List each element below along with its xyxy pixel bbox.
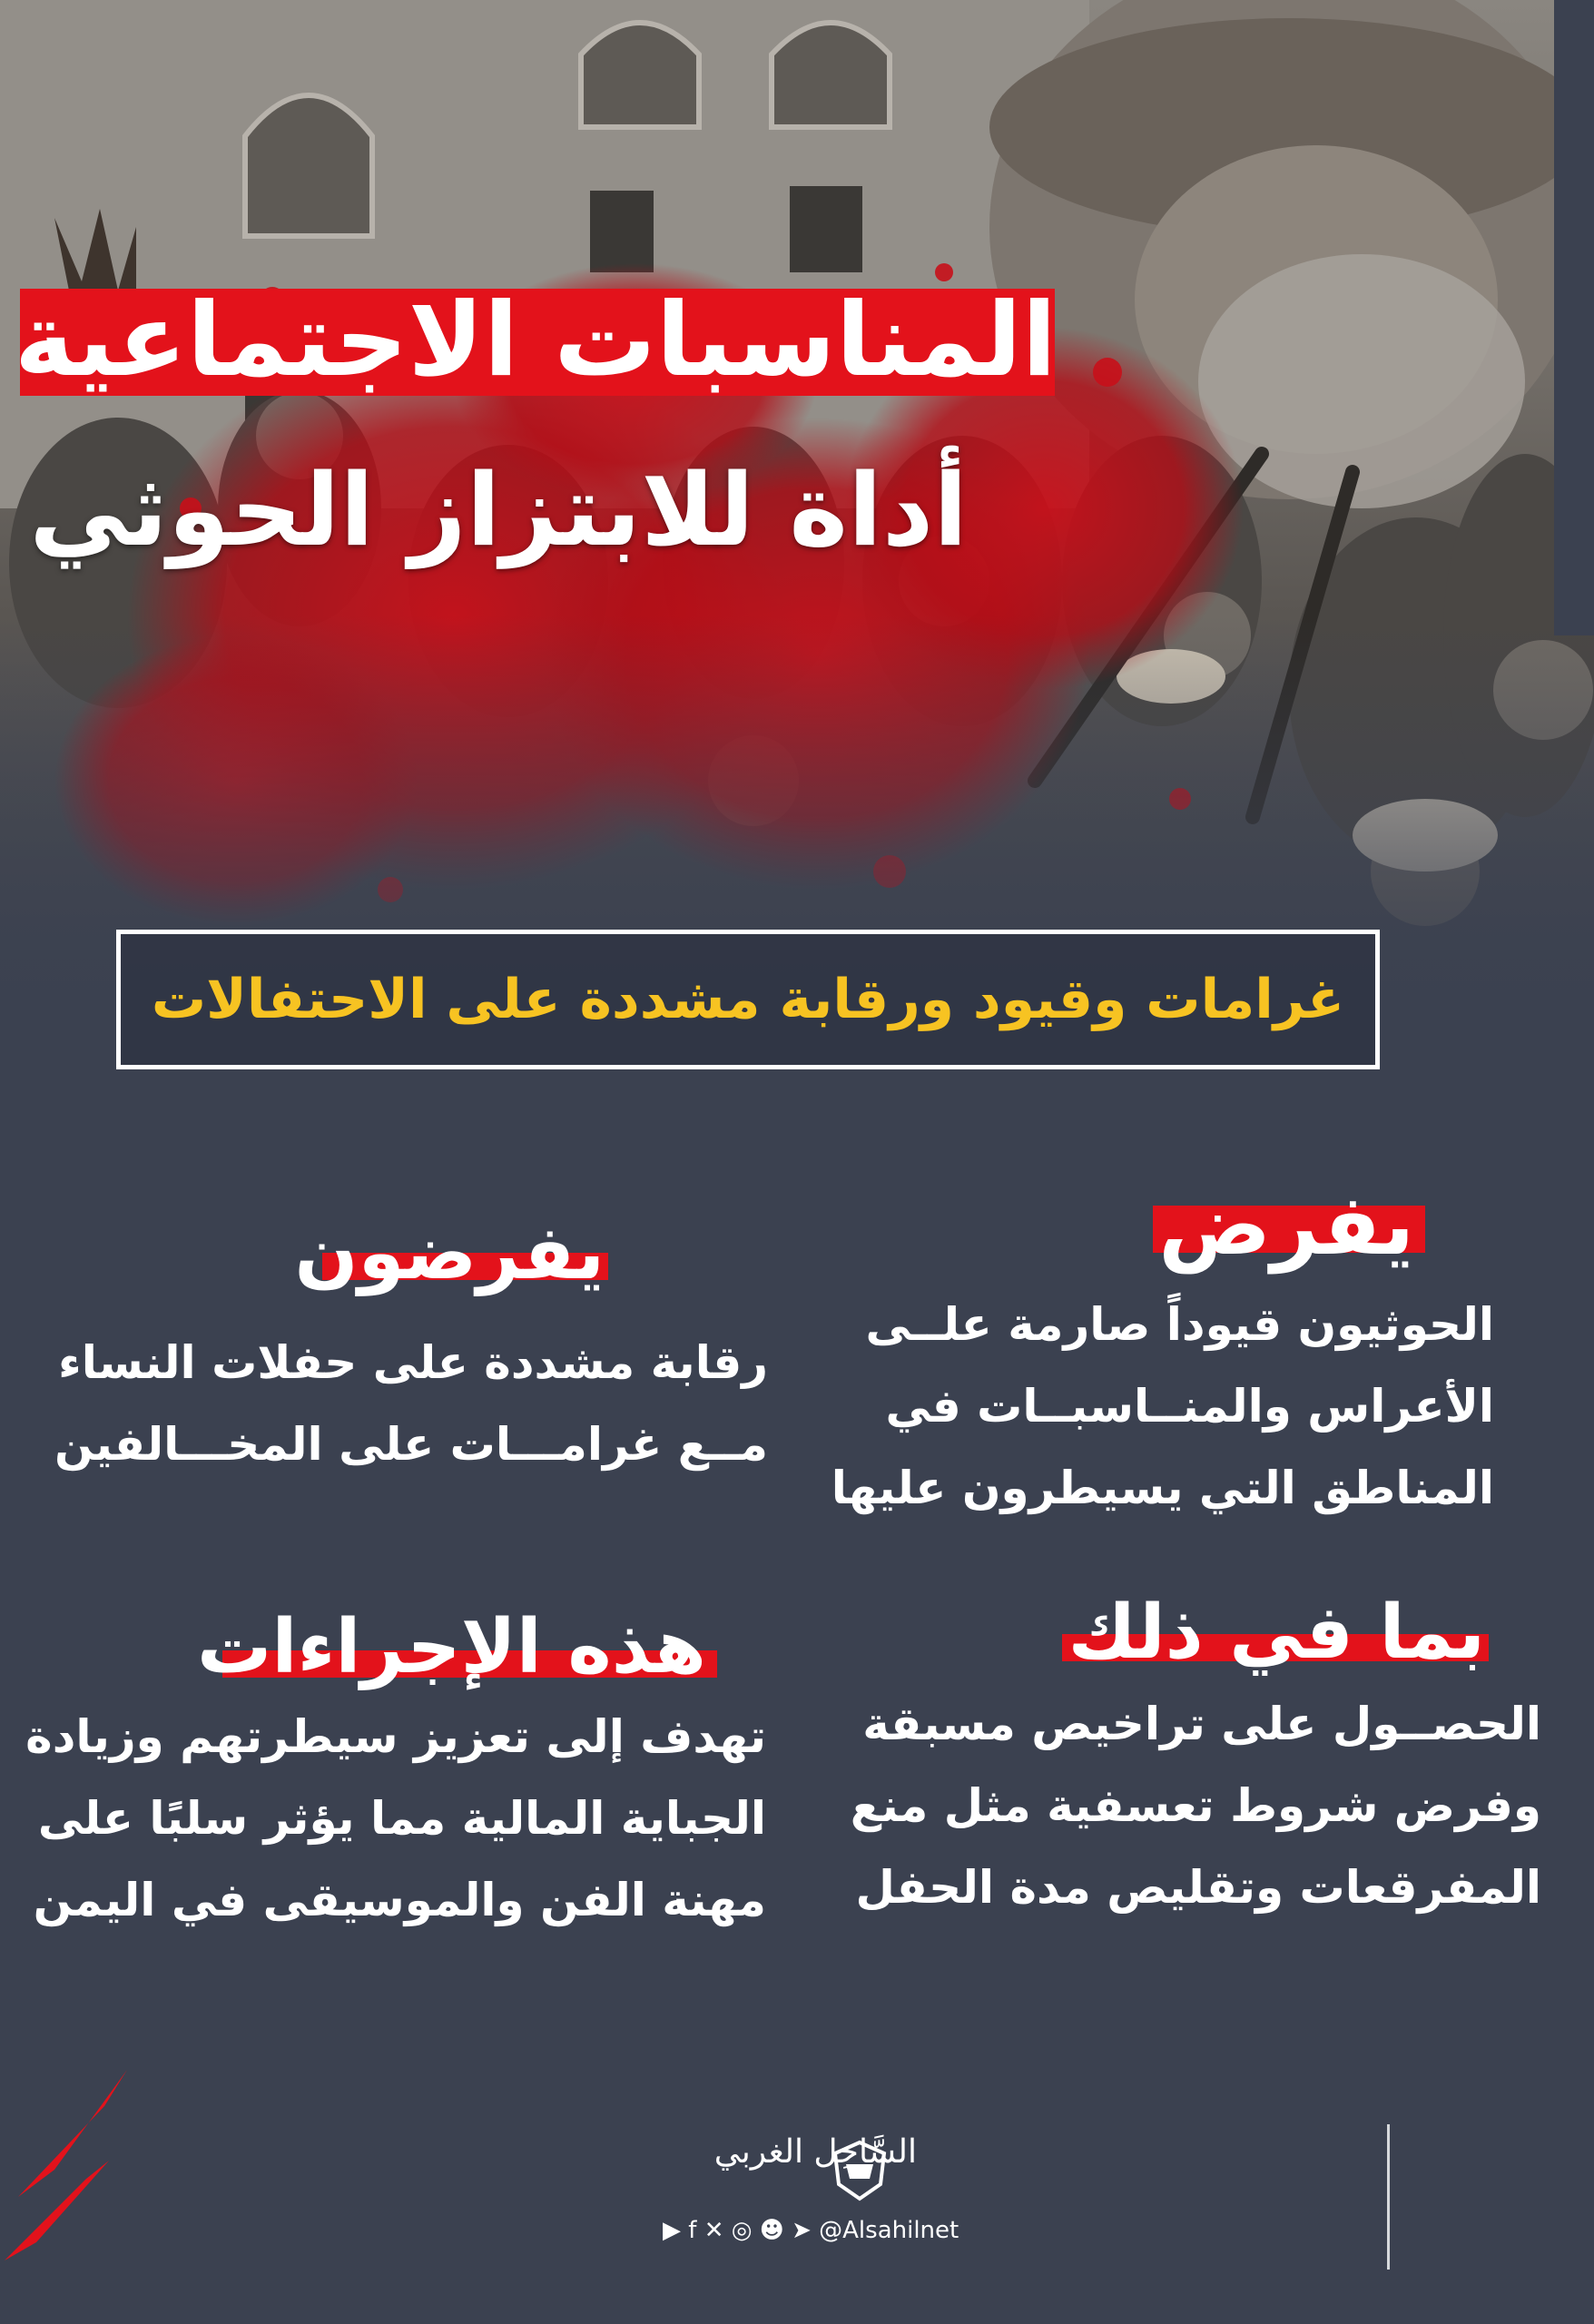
- card-line: مــع غرامـــات على المخـــالفين: [54, 1418, 768, 1471]
- card-heading-including: بما في ذلك: [1068, 1590, 1485, 1676]
- card-line: مهنة الفن والموسيقى في اليمن: [33, 1874, 766, 1926]
- card-heading-impose: يفرض: [1158, 1177, 1414, 1274]
- facebook-icon: f: [688, 2217, 697, 2244]
- card-line: الحوثيون قيوداً صارمة علــى: [865, 1298, 1494, 1351]
- right-edge-strip: [1554, 0, 1594, 635]
- snapchat-icon: ☻: [759, 2217, 784, 2244]
- x-icon: ✕: [704, 2217, 724, 2244]
- red-slash-decoration: [0, 2061, 145, 2260]
- telegram-icon: ➤: [792, 2217, 812, 2244]
- footer-divider: [1387, 2124, 1390, 2270]
- card-heading-these-measures: هذه الإجراءات: [197, 1604, 706, 1690]
- card-line: تهدف إلى تعزيز سيطرتهم وزيادة: [25, 1710, 766, 1763]
- card-body-impose: [831, 1284, 1494, 1529]
- card-body-including: [851, 1683, 1541, 1928]
- card-line: الأعراس والمنــاسبــات في: [885, 1380, 1494, 1433]
- card-line: وفرض شروط تعسفية مثل منع: [850, 1779, 1541, 1832]
- card-line: رقابة مشددة على حفلات النساء: [58, 1336, 768, 1389]
- brand-name: السَّاحِل الغربي: [713, 2133, 917, 2171]
- card-line: الحصــول على تراخيص مسبقة: [862, 1698, 1541, 1750]
- main-title-line2: أداة للابتزاز الحوثي: [29, 452, 968, 568]
- main-title-line1: المناسبات الاجتماعية: [14, 281, 1057, 399]
- card-line: الجباية المالية مما يؤثر سلبًا على: [37, 1792, 766, 1845]
- card-line: المفرقعات وتقليص مدة الحفل: [855, 1861, 1541, 1914]
- card-body-these-measures: [25, 1696, 766, 1941]
- card-heading-they-impose: يفرضون: [294, 1210, 605, 1296]
- subtitle-box: [116, 930, 1380, 1069]
- youtube-icon: ▶: [663, 2217, 681, 2244]
- card-body-they-impose: [54, 1322, 768, 1485]
- social-row: [663, 2217, 959, 2244]
- social-handle: @Alsahilnet: [819, 2217, 959, 2244]
- subtitle-text: غرامات وقيود ورقابة مشددة على الاحتفالات: [151, 968, 1345, 1031]
- whatsapp-icon: ◎: [731, 2217, 753, 2244]
- card-line: المناطق التي يسيطرون عليها: [831, 1462, 1494, 1514]
